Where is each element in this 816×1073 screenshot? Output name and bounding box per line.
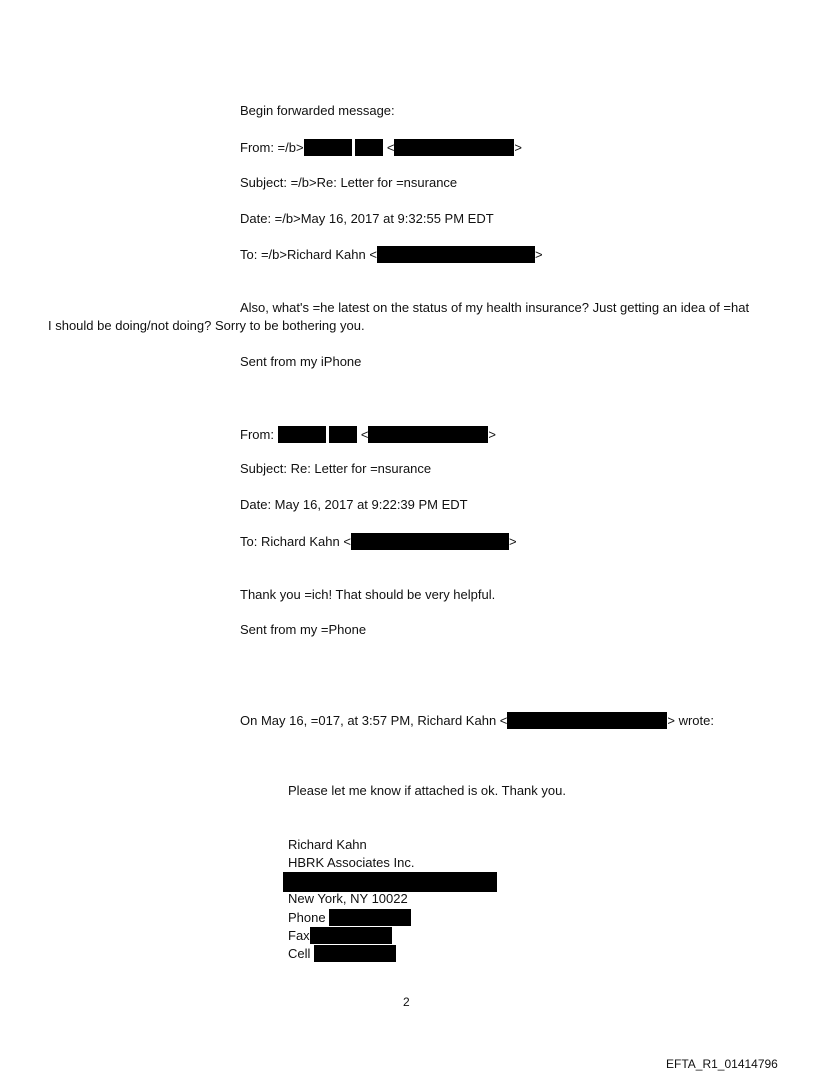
signature-city: New York, NY 10022 [288, 891, 408, 906]
redacted-email [351, 533, 509, 550]
gt-bracket: > [488, 427, 497, 442]
redacted-fax [310, 927, 392, 944]
redacted-email [368, 426, 488, 443]
redacted-last-name [355, 139, 383, 156]
redacted-first-name [278, 426, 326, 443]
quote-header [240, 712, 714, 729]
page-number: 2 [403, 995, 410, 1009]
redacted-email [377, 246, 535, 263]
fax-label: Fax [288, 928, 310, 943]
phone-label: Phone [288, 910, 326, 925]
forward-heading: Begin forwarded message: [240, 103, 395, 118]
signature-fax [288, 927, 392, 944]
message-date: Date: May 16, 2017 at 9:22:39 PM EDT [240, 497, 468, 512]
forward-from-line [240, 139, 522, 156]
from-label: From: [240, 427, 274, 442]
message-from-line [240, 426, 496, 443]
redacted-phone [329, 909, 411, 926]
to-label: To: =/b>Richard Kahn < [240, 247, 377, 262]
to-label: To: Richard Kahn < [240, 534, 351, 549]
gt-bracket: > [508, 534, 517, 549]
signature-phone [288, 909, 411, 926]
redacted-email [394, 139, 514, 156]
lt-bracket: < [360, 427, 369, 442]
quoted-body: Please let me know if attached is ok. Thank you. [288, 783, 566, 798]
redacted-email [507, 712, 667, 729]
redacted-address [283, 872, 497, 892]
message-body: Thank you =ich! That should be very helpful. [240, 587, 496, 602]
signature-company: HBRK Associates Inc. [288, 855, 415, 870]
signature-name: Richard Kahn [288, 837, 367, 852]
message-sent-from: Sent from my =Phone [240, 622, 367, 637]
gt-bracket: > [534, 247, 543, 262]
sent-from-iphone: Sent from my iPhone [240, 354, 362, 369]
forward-to-line [240, 246, 543, 263]
redacted-cell [314, 945, 396, 962]
lt-bracket: < [386, 140, 395, 155]
redacted-last-name [329, 426, 357, 443]
cell-label: Cell [288, 946, 311, 961]
body-line-2: I should be doing/not doing? Sorry to be bothering you. [48, 318, 365, 333]
redacted-first-name [304, 139, 352, 156]
message-to-line [240, 533, 517, 550]
from-label: From: =/b> [240, 140, 304, 155]
forward-subject: Subject: =/b>Re: Letter for =nsurance [240, 175, 458, 190]
message-subject: Subject: Re: Letter for =nsurance [240, 461, 432, 476]
quote-prefix: On May 16, =017, at 3:57 PM, Richard Kahn < [240, 713, 508, 728]
document-id: EFTA_R1_01414796 [666, 1057, 778, 1071]
quote-suffix: > wrote: [667, 713, 714, 728]
signature-cell [288, 945, 396, 962]
forward-date: Date: =/b>May 16, 2017 at 9:32:55 PM EDT [240, 211, 494, 226]
gt-bracket: > [514, 140, 523, 155]
body-line-1: Also, what's =he latest on the status of my health insurance? Just getting an idea of =hat [240, 300, 750, 315]
